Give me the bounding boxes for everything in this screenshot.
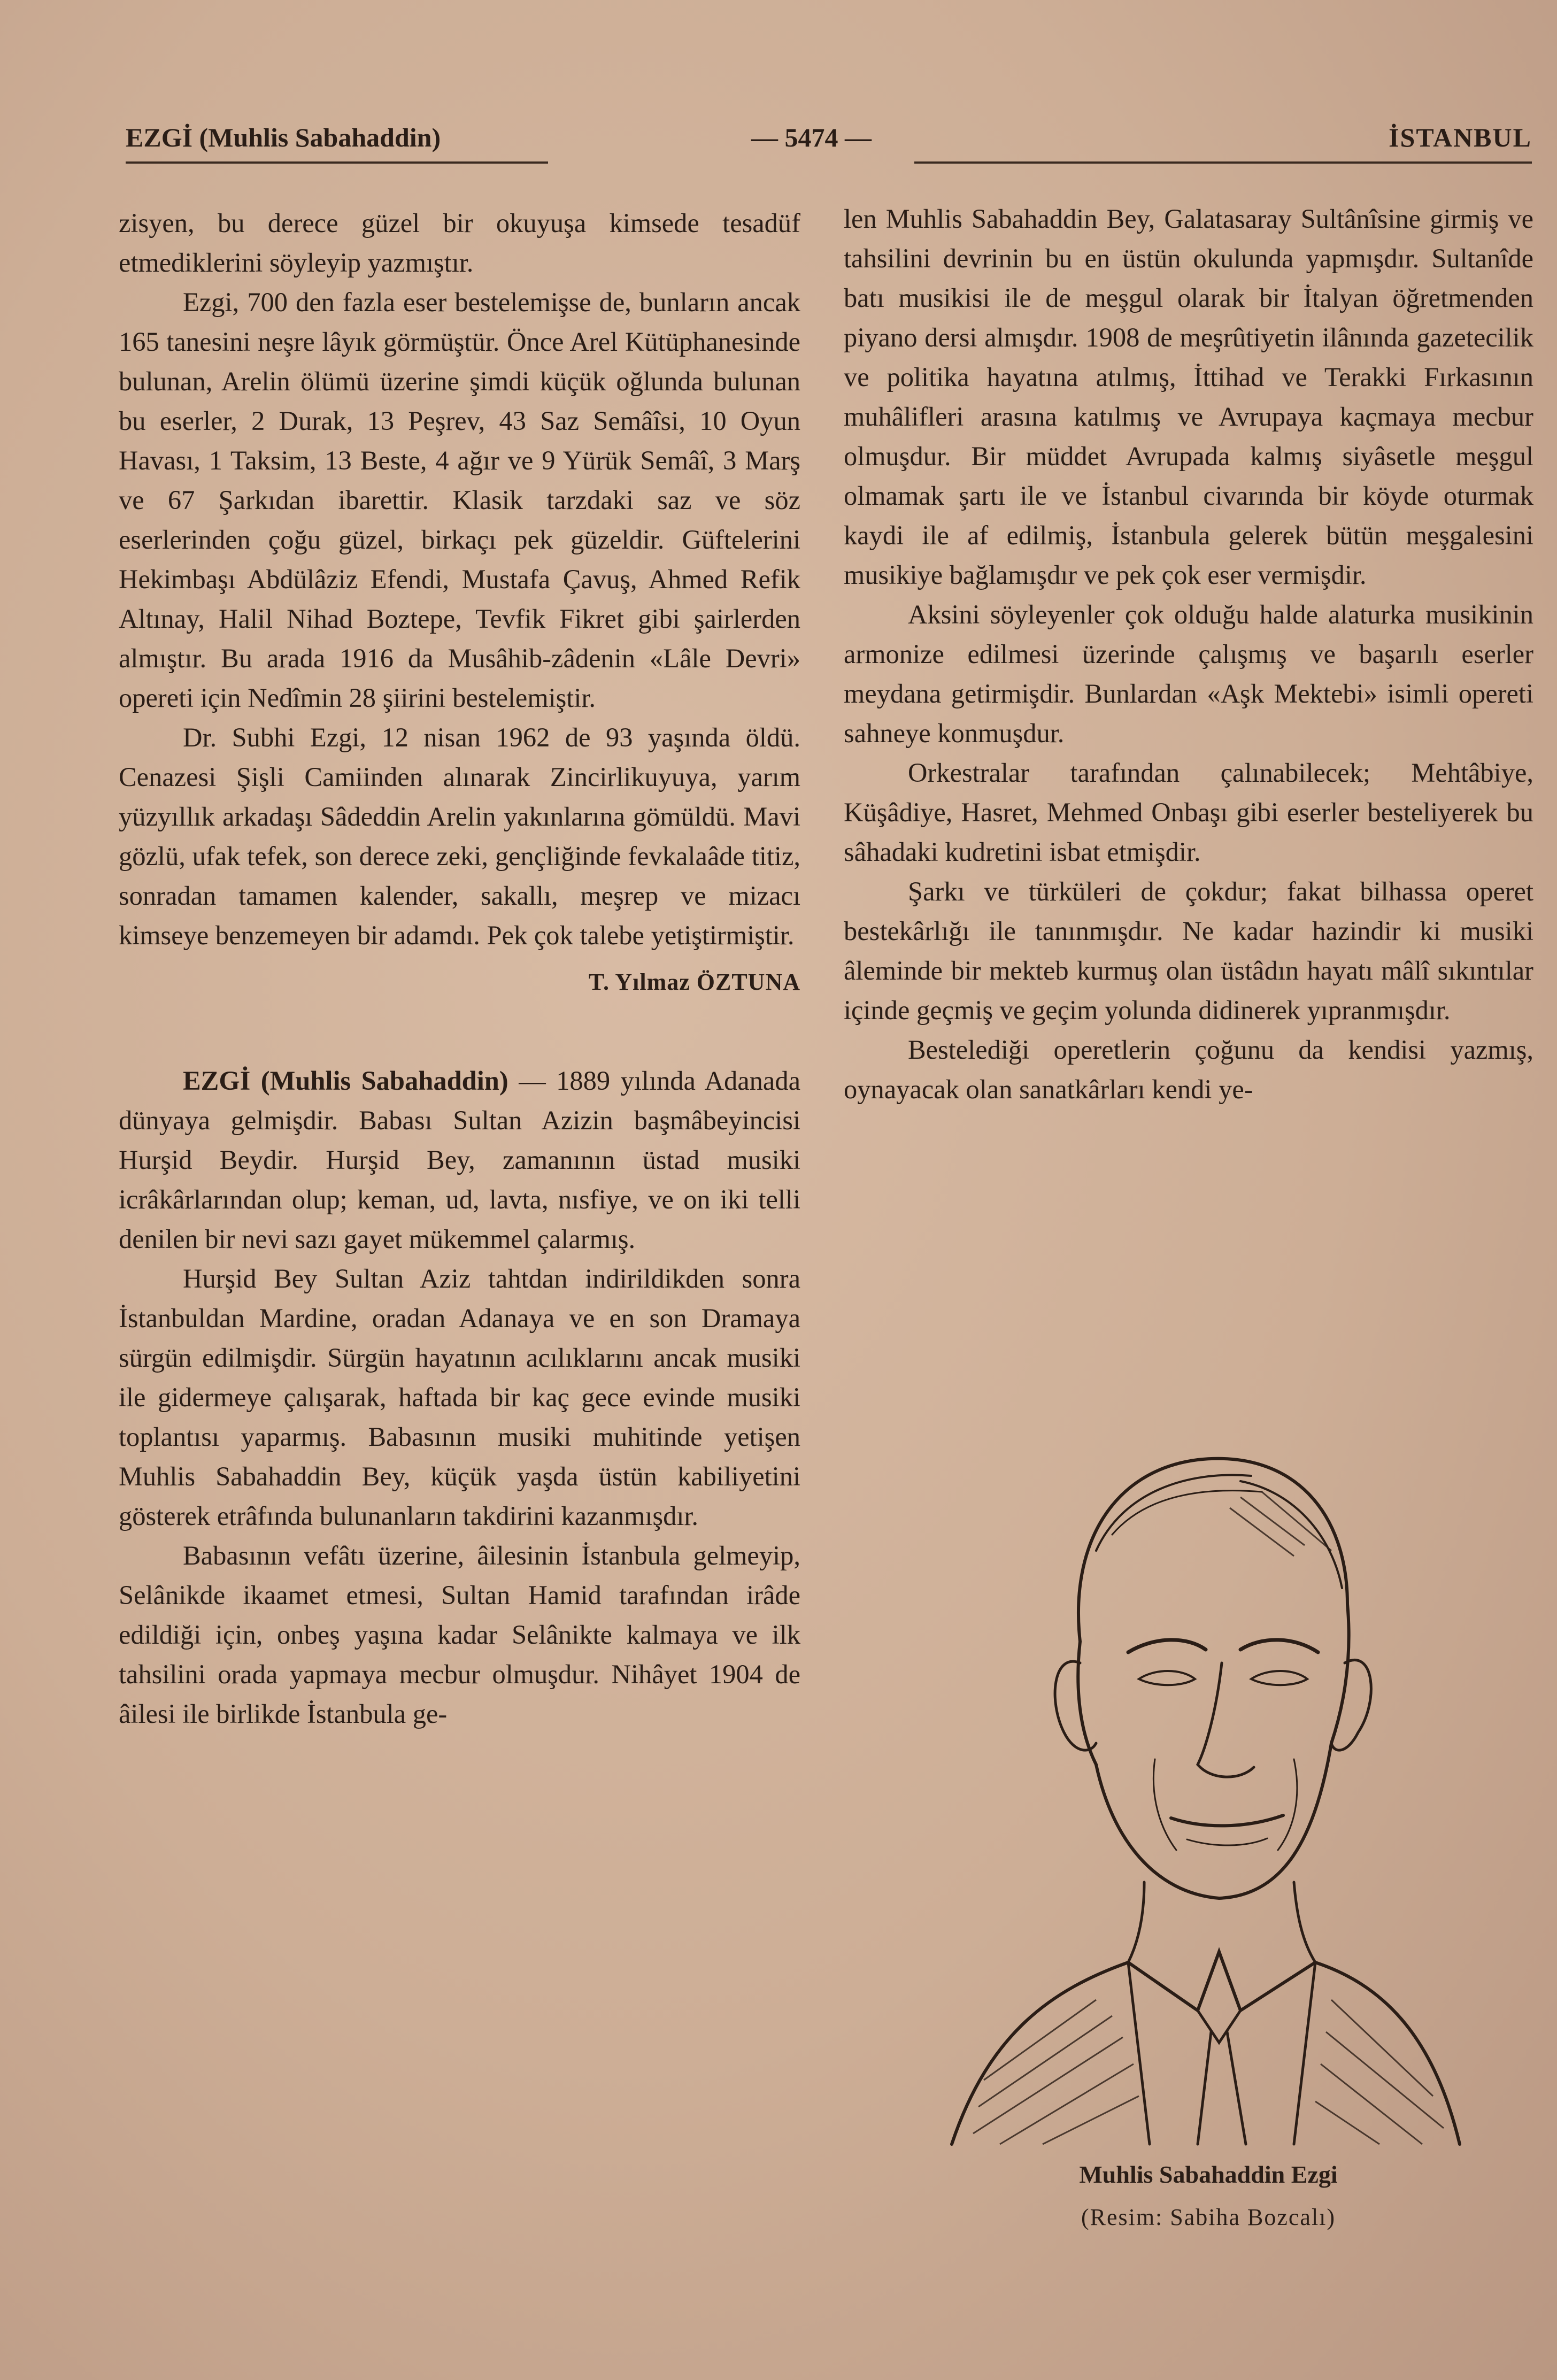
page-header — [126, 122, 1532, 159]
page-number: — 5474 — — [751, 122, 872, 152]
header-rule-right — [914, 161, 1532, 164]
paragraph: Orkestralar tarafından çalınabilecek; Mehtâbiye, Küşâdiye, Hasret, Mehmed Onbaşı gibi eserler besteliyerek bu sâhadaki kudretini isbat etmişdir. — [844, 758, 1533, 867]
entry-text: — 1889 yılında Adanada dünyaya gelmişdir. Babası Sultan Azizin başmâbeyincisi Hurşid Beydir. Hurşid Bey, zamanının üstad musiki icrâkârlarından olup; keman, ud, lavta, nısfiye, ve on iki telli denilen bir nevi sazı gayet mükemmel çalarmış. — [119, 1066, 801, 1254]
paragraph: Bestelediği operetlerin çoğunu da kendisi yazmış, oynayacak olan sanatkârları kendi ye- — [844, 1035, 1533, 1104]
right-column — [844, 199, 1533, 1109]
paragraph: Hurşid Bey Sultan Aziz tahtdan indirildikden sonra İstanbuldan Mardine, oradan Adanaya ve en son Dramaya sürgün edilmişdir. Sürgün hayatının acılıklarını ancak musiki ile gidermeye çalışarak, haftada bir kaç gece evinde musiki toplantısı yaparmış. Babasının musiki muhitinde yetişen Muhlis Sabahaddin Bey, küçük yaşda üstün kabiliyetini gösterek etrâfında bulunanların takdirini kazanmışdır. — [119, 1264, 800, 1531]
left-column — [119, 203, 800, 1734]
paragraph: zisyen, bu derece güzel bir okuyuşa kimsede tesadüf etmediklerini söyleyip yazmıştır. — [119, 208, 800, 278]
header-volume-title: İSTANBUL — [1389, 122, 1532, 152]
header-rule-left — [126, 161, 548, 164]
portrait-drawing — [920, 1412, 1476, 2150]
entry-heading: EZGİ (Muhlis Sabahaddin) — [183, 1066, 508, 1096]
caption-credit: (Resim: Sabiha Bozcalı) — [1081, 2204, 1336, 2230]
paragraph: Şarkı ve türküleri de çokdur; fakat bilhassa operet bestekârlığı ile tanınmışdır. Ne kadar hazindir ki musiki âleminde bir mekteb kurmuş olan üstâdın hayatı mâlî sıkıntılar içinde geçmiş ve geçim yolunda didinerek yıpranmışdır. — [844, 876, 1533, 1025]
paragraph: Aksini söyleyenler çok olduğu halde alaturka musikinin armonize edilmesi üzerinde çalışmış ve başarılı eserler meydana getirmişdir. Bunlardan «Aşk Mektebi» isimli opereti sahneye konmuşdur. — [844, 599, 1533, 748]
caption-name: Muhlis Sabahaddin Ezgi — [1079, 2161, 1338, 2188]
paragraph: Ezgi, 700 den fazla eser bestelemişse de, bunların ancak 165 tanesini neşre lâyık görmüştür. Önce Arel Kütüphanesinde bulunan, Arelin ölümü üzerine şimdi küçük oğlunda bulunan bu eserler, 2 Durak, 13 Peşrev, 43 Saz Semâîsi, 10 Oyun Havası, 1 Taksim, 13 Beste, 4 ağır ve 9 Yürük Semâî, 3 Marş ve 67 Şarkıdan ibarettir. Klasik tarzdaki saz ve söz eserlerinden çoğu güzel, birkaçı pek güzeldir. Güftelerini Hekimbaşı Abdülâziz Efendi, Mustafa Çavuş, Ahmed Refik Altınay, Halil Nihad Boztepe, Tevfik Fikret gibi şairlerden almıştır. Bu arada 1916 da Musâhib-zâdenin «Lâle Devri» opereti için Nedîmin 28 şiirini bestelemiştir. — [119, 287, 800, 713]
paragraph: Dr. Subhi Ezgi, 12 nisan 1962 de 93 yaşında öldü. Cenazesi Şişli Camiinden alınarak Zincirlikuyuya, yarım yüzyıllık arkadaşı Sâdeddin Arelin yakınlarına gömüldü. Mavi gözlü, ufak tefek, son derece zeki, gençliğinde fevkalaâde titiz, sonradan tamamen kalender, sakallı, meşrep ve mizacı kimseye benzemeyen bir adamdı. Pek çok talebe yetiştirmiştir. — [119, 722, 800, 950]
author-signature: T. Yılmaz ÖZTUNA — [588, 969, 800, 995]
paragraph: Babasının vefâtı üzerine, âilesinin İstanbula gelmeyip, Selânikde ikaamet etmesi, Sultan Hamid tarafından irâde edildiği için, onbeş yaşına kadar Selânikte kalmaya ve ilk tahsilini orada yapmaya mecbur olmuşdur. Nihâyet 1904 de âilesi ile birlikde İstanbula ge- — [119, 1541, 800, 1729]
header-entry-title: EZGİ (Muhlis Sabahaddin) — [126, 122, 441, 152]
entry-paragraph — [119, 1061, 800, 1259]
paragraph: len Muhlis Sabahaddin Bey, Galatasaray Sultânîsine girmiş ve tahsilini devrinin bu en üstün okulunda yapmışdır. Sultanîde batı musikisi ile de meşgul olarak bir İtalyan öğretmenden piyano dersi almışdır. 1908 de meşrûtiyetin ilânında gazetecilik ve politika hayatına atılmış, İttihad ve Terakki Fırkasının muhâlifleri arasına katılmış ve Avrupaya kaçmaya mecbur olmuşdur. Bir müddet Avrupada kalmış siyâsetle meşgul olmamak şartı ile ve İstanbul civarında bir köyde oturmak kaydi ile af edilmiş, İstanbula gelerek bütün meşgalesini musikiye bağlamışdır ve pek çok eser vermişdir. — [844, 204, 1533, 590]
figure-caption — [952, 2160, 1465, 2231]
